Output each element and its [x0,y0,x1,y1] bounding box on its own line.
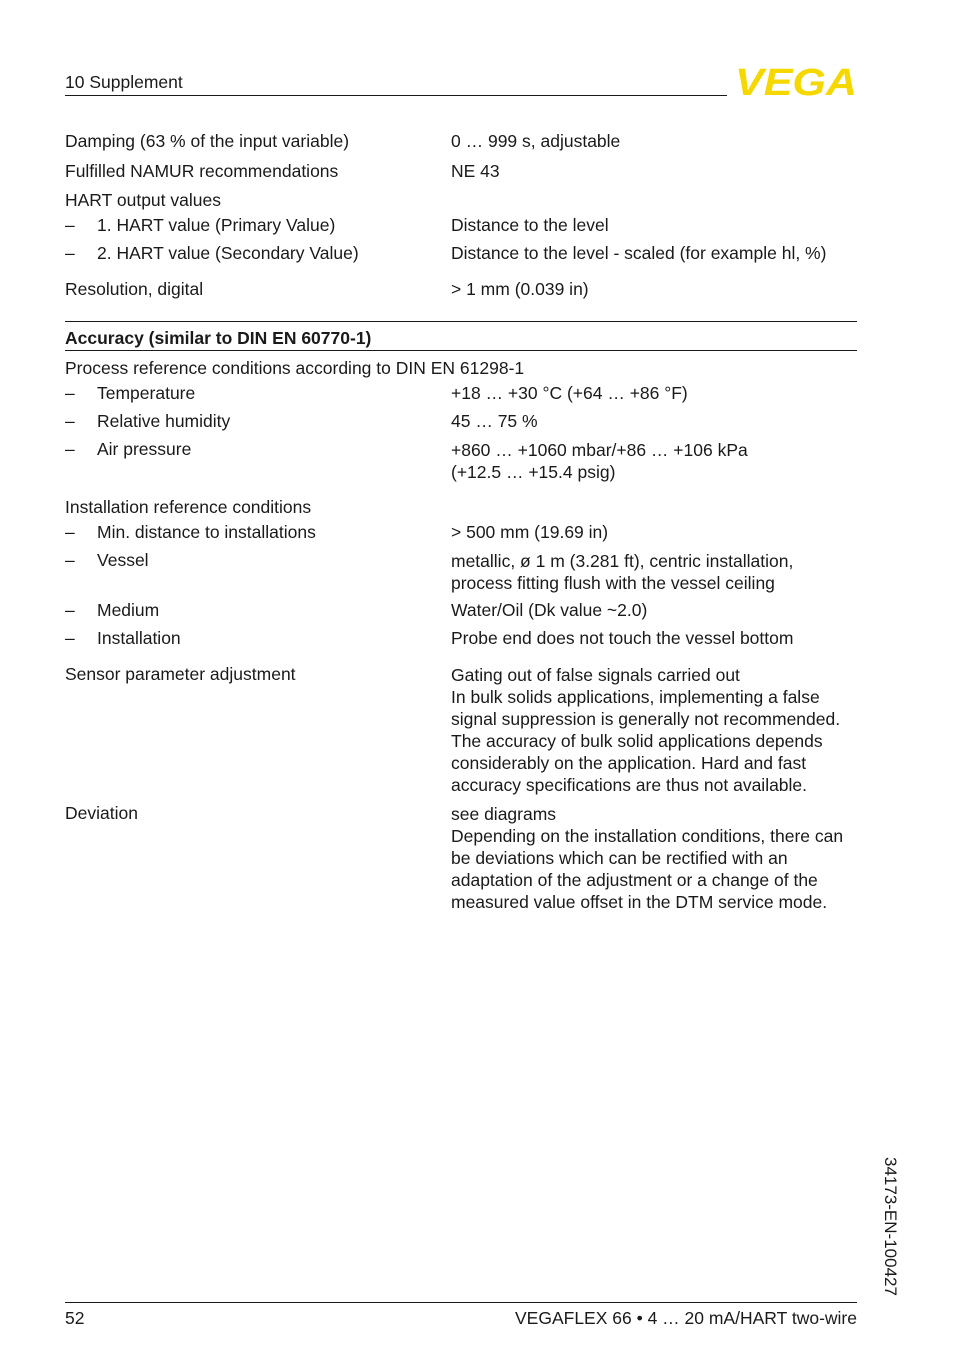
dash-marker: – [65,215,75,235]
namur-value: NE 43 [451,161,500,181]
sensor-line: considerably on the application. Hard and fast [451,753,807,773]
damping-label: Damping (63 % of the input variable) [65,131,350,151]
dash-marker: – [65,383,75,403]
min-distance-label: Min. distance to installations [97,522,316,542]
header-rule [65,95,727,96]
sensor-line: The accuracy of bulk solid applications depends [451,731,823,751]
dash-marker: – [65,522,75,542]
deviation-line: adaptation of the adjustment or a change of the [451,870,818,890]
min-distance-value: > 500 mm (19.69 in) [451,522,609,542]
install-ref-label: Installation reference conditions [65,497,312,517]
accuracy-heading: Accuracy (similar to DIN EN 60770-1) [65,328,372,348]
air-pressure-value-line: +860 … +1060 mbar/+86 … +106 kPa [451,440,748,460]
deviation-label: Deviation [65,803,138,823]
page-number: 52 [65,1308,85,1328]
sensor-line: signal suppression is generally not recommended. [451,709,841,729]
footer-product: VEGAFLEX 66 • 4 … 20 mA/HART two-wire [515,1308,857,1328]
hart2-value: Distance to the level - scaled (for example hl, %) [451,243,827,263]
installation-value: Probe end does not touch the vessel bottom [451,628,794,648]
document-code: 34173-EN-100427 [881,1157,900,1296]
deviation-line: Depending on the installation conditions, there can [451,826,844,846]
temperature-label: Temperature [97,383,196,403]
sensor-adjustment-value [451,664,840,796]
air-pressure-label: Air pressure [97,439,192,459]
humidity-value: 45 … 75 % [451,411,538,431]
dash-marker: – [65,411,75,431]
namur-label: Fulfilled NAMUR recommendations [65,161,339,181]
sensor-line: accuracy specifications are thus not available. [451,775,808,795]
humidity-label: Relative humidity [97,411,231,431]
resolution-value: > 1 mm (0.039 in) [451,279,589,299]
hart1-label: 1. HART value (Primary Value) [97,215,336,235]
damping-value: 0 … 999 s, adjustable [451,131,621,151]
vessel-value [451,550,793,594]
medium-value: Water/Oil (Dk value ~2.0) [451,600,648,620]
temperature-value: +18 … +30 °C (+64 … +86 °F) [451,383,688,403]
air-pressure-value-line: (+12.5 … +15.4 psig) [451,462,616,482]
sensor-line: In bulk solids applications, implementing a false [451,687,820,707]
dash-marker: – [65,600,75,620]
deviation-line: see diagrams [451,804,557,824]
section-rule-bottom [65,350,857,351]
dash-marker: – [65,628,75,648]
deviation-value [451,803,843,913]
sensor-line: Gating out of false signals carried out [451,665,740,685]
hart1-value: Distance to the level [451,215,609,235]
deviation-line: be deviations which can be rectified with an [451,848,788,868]
process-ref-label: Process reference conditions according to DIN EN 61298-1 [65,358,525,378]
medium-label: Medium [97,600,160,620]
deviation-line: measured value offset in the DTM service mode. [451,892,828,912]
installation-label: Installation [97,628,181,648]
dash-marker: – [65,550,75,570]
vega-logo [735,66,858,97]
footer-rule [65,1302,857,1303]
air-pressure-value [451,439,748,483]
header-section: 10 Supplement [65,72,183,92]
sensor-adjustment-label: Sensor parameter adjustment [65,664,296,684]
vessel-value-line: process fitting flush with the vessel ceiling [451,573,775,593]
dash-marker: – [65,243,75,263]
section-rule-top [65,321,857,322]
resolution-label: Resolution, digital [65,279,204,299]
hart2-label: 2. HART value (Secondary Value) [97,243,359,263]
vessel-label: Vessel [97,550,149,570]
dash-marker: – [65,439,75,459]
vessel-value-line: metallic, ø 1 m (3.281 ft), centric installation, [451,551,794,571]
vega-logo-text: VEGA [735,66,857,97]
hart-output-label: HART output values [65,190,221,210]
